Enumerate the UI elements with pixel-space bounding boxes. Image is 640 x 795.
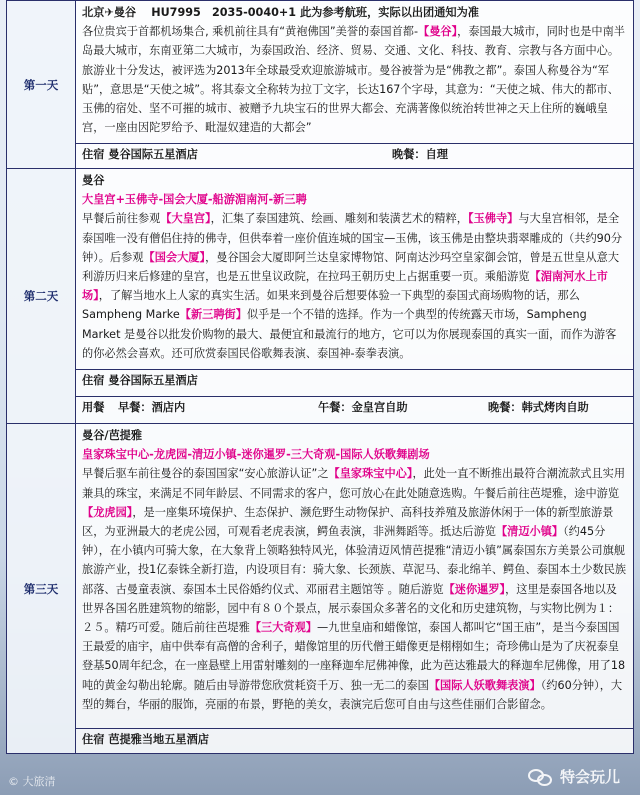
itinerary-table bbox=[6, 0, 634, 754]
day2-text-3: 与大皇宫相邻，是全泰国唯一没有僧侣住持的佛寺，但供奉着一座价值连城的国宝—玉佛，该玉佛是由整块翡翠雕成的（共约90分钟）。后参观 bbox=[82, 212, 623, 264]
day3-description bbox=[76, 424, 634, 729]
day3-highlight-chiangmai-town: 【清迈小镇】 bbox=[495, 525, 564, 539]
wechat-icon bbox=[528, 767, 554, 787]
day1-flight-header: 北京✈曼谷 HU7995 2035-0040+1 此为参考航班，实际以出团通知为准 bbox=[82, 6, 479, 19]
day3-text-4: （约45分钟），在小镇内可骑大象，在大象背上领略独特风光，体验清迈风情芭提雅“清迈小镇”属泰国东方美景公司旗舰旅游产业，投1亿泰铢全新打造，内设项目有：骑大象、长颈族、草泥马、泰北绵羊、鳄鱼、泰国本土少数民族部落、古曼童表演、泰国本土民俗婚约仪式、邓丽君主题馆等 。随后游览 bbox=[82, 525, 627, 596]
day3-text-6: —九世皇庙和蜡像馆，泰国人都叫它“国王庙”，是当今泰国国王最爱的庙宇，庙中供奉有高僧的舍利子，蜡像馆里的历代僧王蜡像更是栩栩如生；奇珍佛山是为了庆祝泰皇登基50周年纪念，在一座悬壁上用雷射雕刻的一座释迦牟尼佛神像，此为芭达雅最大的释迦牟尼佛像，用了18吨的黄金勾勒出轮廓。随后由导游带您欣赏耗资千万、独一无二的泰国 bbox=[82, 621, 626, 692]
day2-highlight-emerald-buddha: 【玉佛寺】 bbox=[468, 212, 519, 226]
day2-description bbox=[76, 169, 634, 370]
day1-stay-row bbox=[7, 144, 634, 169]
day3-highlight-jewel-center: 【皇家珠宝中心】 bbox=[328, 467, 413, 481]
day2-text-5: ，了解当地水上人家的真实生活。如果来到曼谷后想要体验一下典型的泰国式商场购物的话，那么 Sampheng Marke bbox=[82, 289, 580, 322]
day3-text-5: ，这里是泰国各地以及世界各国名胜建筑物的缩影，园中有８０个景点，展示泰国众多著名的文化和历史建筑物，与实物比例为１：２５。精巧可爱。随后前往芭堤雅 bbox=[82, 582, 620, 635]
day2-highlight-parliament: 【国会大厦】 bbox=[143, 250, 206, 264]
day2-content-row bbox=[7, 169, 634, 370]
day1-highlight-bangkok: 【曼谷】 bbox=[418, 25, 458, 39]
day3-route: 皇家珠宝中心-龙虎园-清迈小镇-迷你暹罗-三大奇观-国际人妖歌舞剧场 bbox=[82, 448, 430, 462]
day1-description bbox=[76, 1, 634, 144]
day3-highlight-ladyboy-show: 【国际人妖歌舞表演】 bbox=[428, 678, 541, 692]
day2-stay-row bbox=[7, 370, 634, 397]
day3-stay: 住宿 芭提雅当地五星酒店 bbox=[82, 733, 209, 747]
day2-lunch: 午餐：金皇宫自助 bbox=[318, 401, 408, 415]
day1-text-2: ，泰国最大城市，同时也是中南半岛最大城市，东南亚第二大城市，为泰国政治、经济、贸易、交通、文化、科技、教育、宗教与各方面中心。旅游业十分发达，被评选为2013年全球最受欢迎旅游城市。曼谷被誉为是“佛教之都”。泰国人称曼谷为“军贴”，意思是“天使之城”。将其泰文全称转为拉丁文字，长达167个字母，其意为：“天使之城、伟大的都市、玉佛的宿处、坚不可摧的城市、被赠予九块宝石的世界大都会、充满著像似统治转世神之天上住所的巍峨皇宫，一座由因陀罗给予、毗湿奴建造的大都会” bbox=[82, 25, 625, 135]
day3-highlight-three-wonders: 【三大奇观】 bbox=[249, 621, 317, 635]
day2-meals-row bbox=[7, 397, 634, 424]
day3-stay-row bbox=[7, 729, 634, 754]
day2-text-2: ，汇集了泰国建筑、绘画、雕刻和装潢艺术的精粹， bbox=[210, 212, 468, 226]
day1-dinner: 晚餐：自理 bbox=[392, 148, 448, 162]
day3-highlight-mini-siam: 【迷你暹罗】 bbox=[443, 582, 506, 596]
day1-text-1: 各位贵宾于首都机场集合, 乘机前往具有“黄袍佛国”美誉的泰国首都- bbox=[82, 25, 418, 39]
day2-label: 第二天 bbox=[7, 169, 76, 424]
day2-highlight-floating-market: 【湄南河水上市场】 bbox=[82, 270, 608, 303]
day3-text-3: ，是一座集环境保护、生态保护、濒危野生动物保护、高科技养殖及旅游休闲于一体的新型旅游景区，为亚洲最大的老虎公园，可观看老虎表演，鳄鱼表演，非洲舞蹈等。抵达后游览 bbox=[82, 505, 614, 539]
day2-breakfast: 早餐：酒店内 bbox=[118, 401, 186, 415]
watermark-right bbox=[528, 766, 620, 787]
day2-meals-label: 用餐 bbox=[82, 401, 105, 415]
day1-stay: 住宿 曼谷国际五星酒店 bbox=[82, 148, 198, 162]
day2-text-1: 早餐后前往参观 bbox=[82, 212, 161, 226]
day3-text-2: ，此处一直不断推出最符合潮流款式且实用兼具的珠宝，来满足不同年龄层、不同需求的客户，您可放心在此处随意选购。午餐后前往芭堤雅，途中游览 bbox=[82, 467, 626, 500]
watermark-right-text: 特会玩儿 bbox=[559, 768, 620, 786]
day3-text-1: 早餐后驱车前往曼谷的泰国国家“安心旅游认证”之 bbox=[82, 467, 329, 481]
day2-highlight-sampheng: 【新三聘街】 bbox=[179, 308, 247, 322]
day3-label: 第三天 bbox=[7, 424, 76, 754]
day3-content-row bbox=[7, 424, 634, 729]
day3-text-7: （约60分钟），大型的舞台，华丽的服饰，亮丽的布景，野艳的美女，表演完后您可自由与这些佳丽们合影留念。 bbox=[82, 678, 623, 711]
day1-label: 第一天 bbox=[7, 1, 76, 169]
day2-stay: 住宿 曼谷国际五星酒店 bbox=[82, 374, 198, 388]
day2-place: 曼谷 bbox=[82, 174, 105, 187]
day3-place: 曼谷/芭提雅 bbox=[82, 429, 143, 442]
day2-text-4: ，曼谷国会大厦即阿兰达皇家博物馆、阿南达沙玛空皇家御会馆，曾是五世皇从意大利游历归来后修建的皇宫，也是五世皇议政院，在拉玛王朝历史上占据重要一页。乘船游览 bbox=[82, 250, 620, 284]
day2-text-6: 似乎是一个不错的选择。作为一个典型的传统露天市场，Sampheng Market 是曼谷以批发价购物的最大、最便宜和最流行的地方，它可以为你展现泰国的真实一面，而作为游客的你必然会喜欢。还可欣赏泰国民俗歌舞表演、泰国神-泰拳表演。 bbox=[82, 308, 617, 360]
day2-highlight-grand-palace: 【大皇宫】 bbox=[160, 212, 211, 226]
day3-highlight-tiger-park: 【龙虎园】 bbox=[82, 505, 133, 519]
watermark-left: © 大旅清 bbox=[8, 775, 56, 788]
day1-content-row bbox=[7, 1, 634, 144]
day2-dinner: 晚餐：韩式烤肉自助 bbox=[488, 401, 589, 415]
day2-route: 大皇宫+玉佛寺-国会大厦-船游湄南河-新三聘 bbox=[82, 193, 307, 207]
